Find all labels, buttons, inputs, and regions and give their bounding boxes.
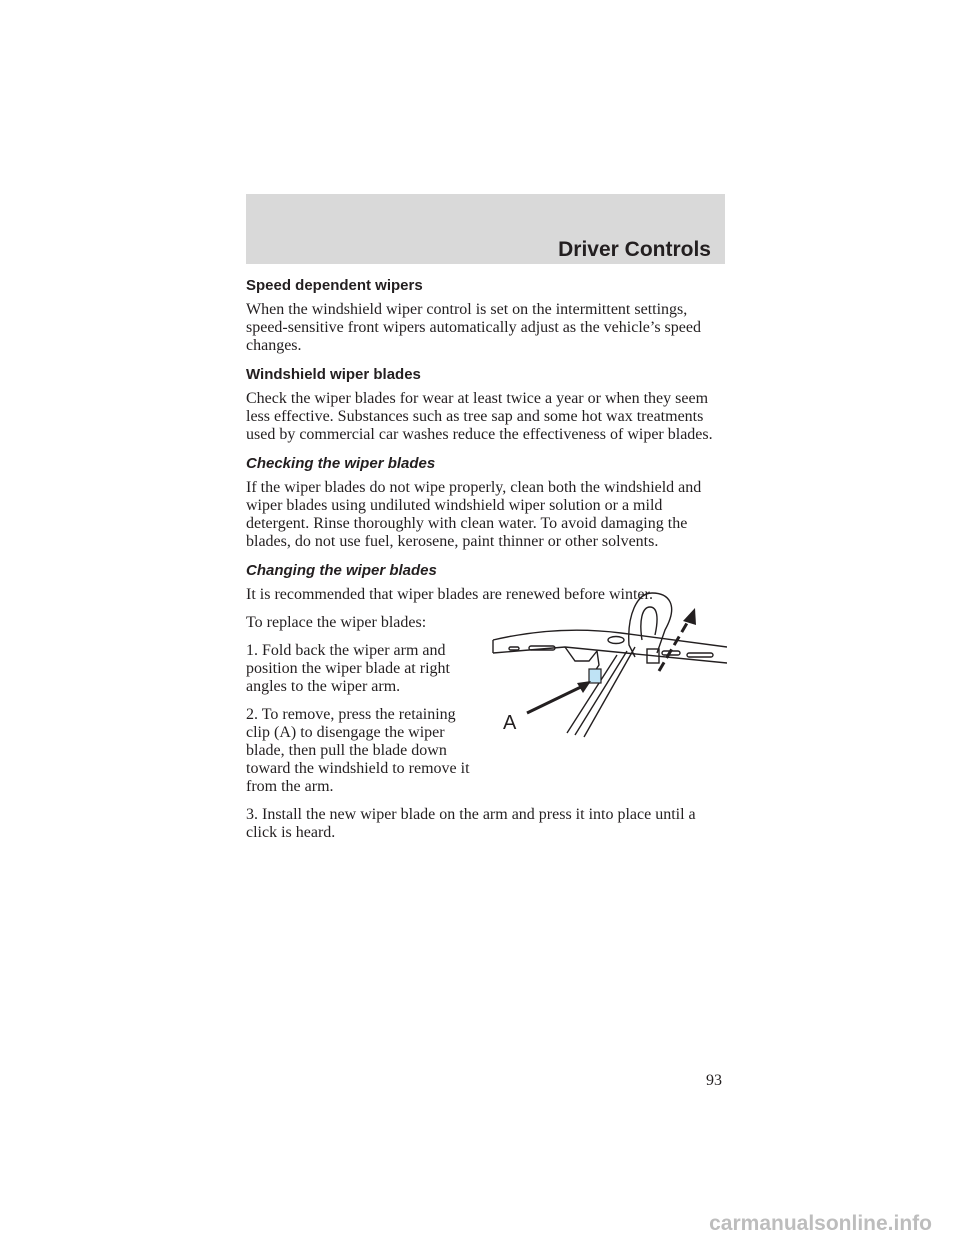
blade-slot xyxy=(509,647,519,650)
wiper-arm-line xyxy=(567,655,617,733)
blade-rivet xyxy=(608,637,624,644)
paragraph-renew-before-winter: It is recommended that wiper blades are renewed before winter. xyxy=(246,586,653,603)
step-3: 3. Install the new wiper blade on the arm and press it into place until a click is heard. xyxy=(246,806,696,841)
heading-checking-wiper-blades: Checking the wiper blades xyxy=(246,455,436,472)
removal-arrow-head xyxy=(683,608,696,625)
wiper-blade xyxy=(493,647,727,663)
callout-label-a: A xyxy=(503,712,517,734)
wiper-arm-hook-inner xyxy=(641,607,657,640)
paragraph-speed-dependent-wipers: When the windshield wiper control is set on the intermittent settings, speed-sensitive front wipers automatically adjust as the vehicle’s speed changes. xyxy=(246,301,701,354)
wiper-blade xyxy=(493,630,727,647)
paragraph-windshield-wiper-blades: Check the wiper blades for wear at least twice a year or when they seem less effective. Substances such as tree sap and some hot wax treatments used by commercial car washes reduce the effectiveness of wiper blades. xyxy=(246,390,713,443)
removal-arrow-shaft xyxy=(659,618,690,671)
paragraph-replace-lead: To replace the wiper blades: xyxy=(246,614,427,631)
blade-slot xyxy=(687,653,713,657)
header-band xyxy=(246,194,725,264)
page-number: 93 xyxy=(706,1072,722,1089)
callout-pointer xyxy=(527,685,585,713)
heading-speed-dependent-wipers: Speed dependent wipers xyxy=(246,277,423,294)
page-content xyxy=(246,276,726,852)
retaining-clip-a xyxy=(589,669,601,683)
step-1: 1. Fold back the wiper arm and position the wiper blade at right angles to the wiper arm. xyxy=(246,642,450,695)
heading-windshield-wiper-blades: Windshield wiper blades xyxy=(246,366,421,383)
step-2: 2. To remove, press the retaining clip (A) to disengage the wiper blade, then pull the blade down toward the windshield to remove it from the arm. xyxy=(246,706,470,795)
paragraph-checking-wiper-blades: If the wiper blades do not wipe properly, clean both the windshield and wiper blades using undiluted windshield wiper solution or a mild detergent. Rinse thoroughly with clean water. To avoid damaging the blades, do not use fuel, kerosene, paint thinner or other solvents. xyxy=(246,479,702,550)
wiper-arm-line xyxy=(575,651,627,735)
wiper-blade-illustration xyxy=(487,585,727,740)
watermark: carmanualsonline.info xyxy=(709,1212,932,1235)
heading-changing-wiper-blades: Changing the wiper blades xyxy=(246,562,437,579)
wiper-arm-line xyxy=(584,647,635,737)
section-title: Driver Controls xyxy=(558,238,711,261)
